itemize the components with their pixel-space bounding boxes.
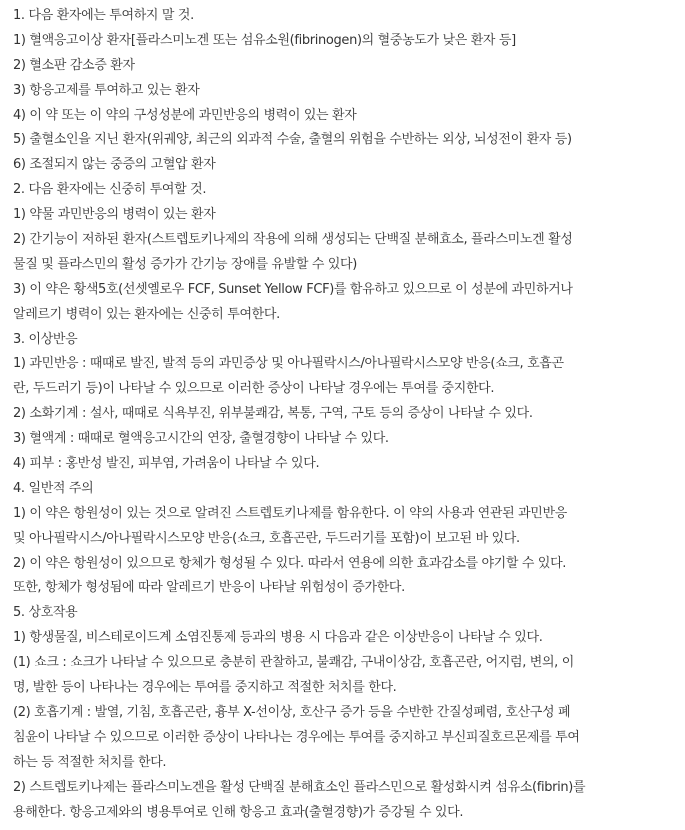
list-item: 1) 항생물질, 비스테로이드계 소염진통제 등과의 병용 시 다음과 같은 이상반응이 나타날 수 있다. xyxy=(13,630,543,646)
section-heading-contraindications: 1. 다음 환자에는 투여하지 말 것. xyxy=(13,8,194,23)
list-item: 5) 출혈소인을 지닌 환자(위궤양, 최근의 외과적 수술, 출혈의 위험을 수반하는 외상, 뇌성전이 환자 등) xyxy=(13,132,572,148)
sub-list-item: (2) 호흡기계 : 발열, 기침, 호흡곤란, 흉부 X-선이상, 호산구 증가 등을 수반한 간질성폐렴, 호산구성 폐 xyxy=(13,704,571,720)
list-item: 2) 소화기계 : 설사, 때때로 식욕부진, 위부불쾌감, 복통, 구역, 구토 등의 증상이 나타날 수 있다. xyxy=(13,406,533,422)
list-item: 3) 혈액계 : 때때로 혈액응고시간의 연장, 출혈경향이 나타날 수 있다. xyxy=(13,431,389,447)
list-item: 1) 과민반응 : 때때로 발진, 발적 등의 과민증상 및 아나필락시스/아나필락시스모양 반응(쇼크, 호흡곤 xyxy=(13,356,564,372)
list-item-continued: 또한, 항체가 형성됨에 따라 알레르기 반응이 나타날 위험성이 증가한다. xyxy=(13,580,405,596)
sub-list-item-continued: 명, 발한 등이 나타나는 경우에는 투여를 중지하고 적절한 처치를 한다. xyxy=(13,680,397,696)
list-item-continued: 알레르기 병력이 있는 환자에는 신중히 투여한다. xyxy=(13,306,280,322)
list-item: 2) 간기능이 저하된 환자(스트렙토키나제의 작용에 의해 생성되는 단백질 분해효소, 플라스미노겐 활성 xyxy=(13,232,573,248)
list-item: 1) 혈액응고이상 환자[플라스미노겐 또는 섬유소원(fibrinogen)의 혈중농도가 낮은 환자 등] xyxy=(13,32,516,48)
section-heading-interactions: 5. 상호작용 xyxy=(13,605,78,621)
list-item: 3) 항응고제를 투여하고 있는 환자 xyxy=(13,82,200,98)
list-item: 1) 약물 과민반응의 병력이 있는 환자 xyxy=(13,207,216,223)
list-item: 2) 이 약은 항원성이 있으므로 항체가 형성될 수 있다. 따라서 연용에 의한 효과감소를 야기할 수 있다. xyxy=(13,555,567,571)
list-item: 2) 스트렙토키나제는 플라스미노겐을 활성 단백질 분해효소인 플라스민으로 활성화시켜 섬유소(fibrin)를 xyxy=(13,779,586,795)
list-item: 4) 이 약 또는 이 약의 구성성분에 과민반응의 병력이 있는 환자 xyxy=(13,107,357,123)
list-item: 1) 이 약은 항원성이 있는 것으로 알려진 스트렙토키나제를 함유한다. 이 약의 사용과 연관된 과민반응 xyxy=(13,505,567,521)
sub-list-item: (1) 쇼크 : 쇼크가 나타날 수 있으므로 충분히 관찰하고, 불쾌감, 구내이상감, 호흡곤란, 어지럼, 변의, 이 xyxy=(13,655,574,671)
list-item: 3) 이 약은 황색5호(선셋옐로우 FCF, Sunset Yellow FCF)를 함유하고 있으므로 이 성분에 과민하거나 xyxy=(13,281,573,297)
list-item: 2) 혈소판 감소증 환자 xyxy=(13,57,135,73)
list-item-continued: 및 아나필락시스/아나필락시스모양 반응(쇼크, 호흡곤란, 두드러기를 포함)이 보고된 바 있다. xyxy=(13,530,520,546)
section-heading-adverse-reactions: 3. 이상반응 xyxy=(13,331,78,347)
sub-list-item-continued: 하는 등 적절한 처치를 한다. xyxy=(13,754,167,770)
list-item: 4) 피부 : 홍반성 발진, 피부염, 가려움이 나타날 수 있다. xyxy=(13,456,320,472)
list-item: 6) 조절되지 않는 중증의 고혈압 환자 xyxy=(13,157,216,173)
section-heading-general-cautions: 4. 일반적 주의 xyxy=(13,480,94,496)
sub-list-item-continued: 침윤이 나타날 수 있으므로 이러한 증상이 나타나는 경우에는 투여를 중지하고 부신피질호르몬제를 투여 xyxy=(13,729,580,745)
list-item-continued: 용해한다. 항응고제와의 병용투여로 인해 항응고 효과(출혈경향)가 증강될 수 있다. xyxy=(13,804,464,820)
list-item-continued: 물질 및 플라스민의 활성 증가가 간기능 장애를 유발할 수 있다) xyxy=(13,256,357,272)
list-item-continued: 란, 두드러기 등)이 나타날 수 있으므로 이러한 증상이 나타날 경우에는 투여를 중지한다. xyxy=(13,381,495,397)
section-heading-precautions: 2. 다음 환자에는 신중히 투여할 것. xyxy=(13,182,207,198)
